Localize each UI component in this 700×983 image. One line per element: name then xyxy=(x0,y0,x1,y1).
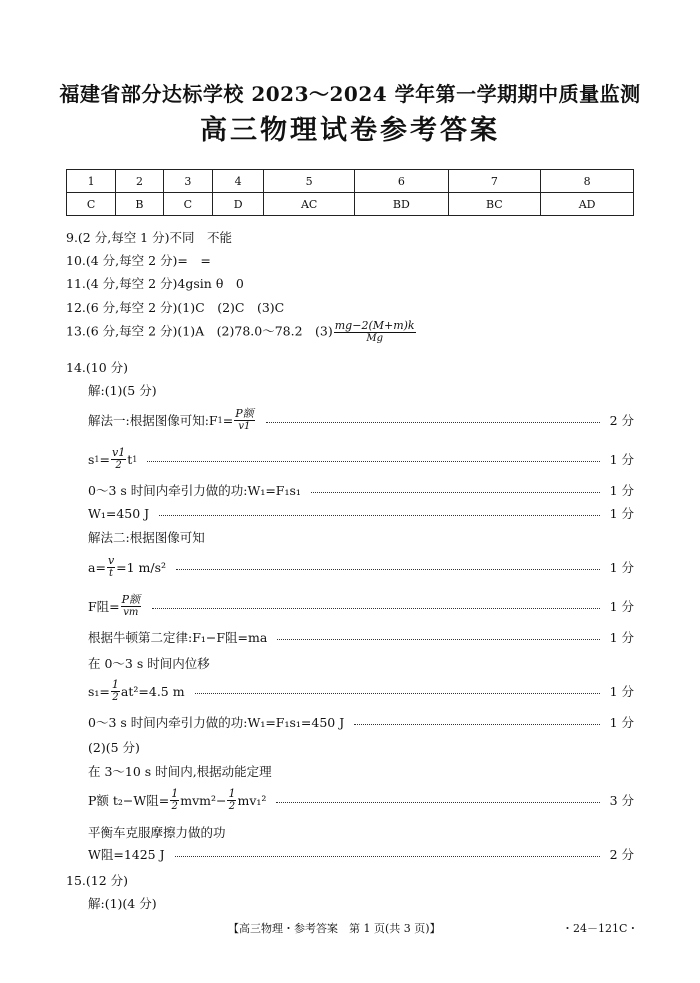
answer-cell: C xyxy=(67,193,116,216)
answer-cell: C xyxy=(163,193,212,216)
score: 1 分 xyxy=(609,630,634,645)
work-value: W₁=450 J xyxy=(88,505,150,521)
friction-denominator: vm xyxy=(123,607,139,618)
question-number: 6 xyxy=(355,170,449,193)
question-number: 4 xyxy=(212,170,263,193)
q14-w1-value-row xyxy=(88,502,634,524)
question-number: 7 xyxy=(448,170,541,193)
question-number: 2 xyxy=(116,170,164,193)
friction-work-value: W阻=1425 J xyxy=(88,847,165,862)
exam-title-line2: 高三物理试卷参考答案 xyxy=(200,115,500,146)
leader-dots xyxy=(176,569,600,570)
ke-denominator-1: 2 xyxy=(171,801,178,812)
q15-part1-heading: 解:(1)(4 分) xyxy=(88,896,157,911)
question-number: 1 xyxy=(67,170,116,193)
q14-w1-row xyxy=(88,479,634,501)
disp-fraction xyxy=(111,679,120,703)
footer-page-info: 【高三物理・参考答案 第 1 页(共 3 页)】 xyxy=(228,922,441,935)
footer-code: ・24－121C・ xyxy=(562,922,639,935)
q14-method1-row: 解法一:根据图像可知:F 1 = $\frac{\text{P额}}{v1}$ 2 分 xyxy=(88,407,634,432)
score: 1 分 xyxy=(609,560,634,575)
disp-prefix: s₁= xyxy=(88,683,110,699)
accel-prefix: a= xyxy=(88,559,106,575)
q14-friction-work-row xyxy=(88,843,634,865)
score: 3 分 xyxy=(609,793,634,808)
leader-dots xyxy=(354,724,599,725)
disp-numerator: 1 xyxy=(111,678,119,691)
answer-q10: 10.(4 分,每空 2 分)= = xyxy=(66,253,211,268)
score: 1 分 xyxy=(609,715,634,730)
answer-q11: 11.(4 分,每空 2 分)4gsin θ 0 xyxy=(66,276,244,291)
s1-denominator: 2 xyxy=(115,460,122,471)
leader-dots xyxy=(195,693,600,694)
score: 1 分 xyxy=(609,452,634,467)
ke-denominator-2: 2 xyxy=(228,801,236,812)
q14-s1-row: s 1 = $\frac{v1}{2}$ t 1 1 分 xyxy=(88,446,634,471)
ke-numerator-1: 1 xyxy=(171,787,179,800)
q13-prefix: 13.(6 分,每空 2 分)(1)A (2)78.0～78.2 (3) xyxy=(66,323,333,339)
ke-prefix: P额 t₂−W阻= xyxy=(88,793,170,808)
accel-numerator: v xyxy=(107,554,115,567)
score: 1 分 xyxy=(609,684,634,699)
answer-cell: AC xyxy=(264,193,355,216)
s1-tail: t xyxy=(127,451,133,467)
score: 1 分 xyxy=(609,506,634,521)
q14-part2-heading: (2)(5 分) xyxy=(88,740,140,755)
leader-dots xyxy=(147,461,599,462)
answer-q13 xyxy=(66,320,417,344)
score: 1 分 xyxy=(609,599,634,614)
answer-table xyxy=(66,169,634,216)
q14-part1-heading: 解:(1)(5 分) xyxy=(88,383,157,398)
accel-denominator: t xyxy=(109,568,114,579)
accel-tail: =1 m/s² xyxy=(116,559,167,575)
friction-fraction xyxy=(121,594,141,618)
leader-dots xyxy=(311,492,600,493)
answer-cell: BD xyxy=(355,193,449,216)
answer-table-answer-row xyxy=(67,193,634,216)
answer-cell: AD xyxy=(541,193,634,216)
q14-energy-row xyxy=(88,789,634,811)
answer-q12: 12.(6 分,每空 2 分)(1)C (2)C (3)C xyxy=(66,300,285,315)
q14-heading: 14.(10 分) xyxy=(66,360,129,375)
leader-dots xyxy=(175,856,600,857)
work-formula: 0～3 s 时间内牵引力做的功:W₁=F₁s₁ xyxy=(88,483,301,498)
newton-law: 根据牛顿第二定律:F₁−F阻=ma xyxy=(88,630,268,645)
m1-denominator: v1 xyxy=(238,421,251,432)
question-number: 8 xyxy=(541,170,634,193)
score: 1 分 xyxy=(609,483,634,498)
q14-displacement-row xyxy=(88,680,634,702)
leader-dots xyxy=(276,802,599,803)
energy-label: 在 3～10 s 时间内,根据动能定理 xyxy=(88,764,272,779)
exam-title-line1: 福建省部分达标学校 2023～2024 学年第一学期期中质量监测 xyxy=(59,82,641,106)
question-number: 5 xyxy=(264,170,355,193)
leader-dots xyxy=(277,639,599,640)
answer-cell: BC xyxy=(448,193,541,216)
leader-dots xyxy=(152,608,600,609)
m1-fraction xyxy=(234,408,254,432)
q13-numerator: mg−2(M+m)k xyxy=(334,319,415,332)
question-number: 3 xyxy=(163,170,212,193)
score: 2 分 xyxy=(609,847,634,862)
answer-cell: D xyxy=(212,193,263,216)
friction-numerator: P额 xyxy=(121,593,141,606)
disp-tail: at²=4.5 m xyxy=(120,683,185,699)
q14-w1b-row xyxy=(88,711,634,733)
score: 2 分 xyxy=(609,413,634,428)
m1-numerator: P额 xyxy=(235,407,254,420)
method1-label: 解法一:根据图像可知:F xyxy=(88,413,218,428)
disp-denominator: 2 xyxy=(112,692,119,703)
friction-prefix: F阻= xyxy=(88,599,120,614)
s1-numerator: v1 xyxy=(112,446,126,459)
q13-fraction xyxy=(334,320,416,344)
work-formula-2: 0～3 s 时间内牵引力做的功:W₁=F₁s₁=450 J xyxy=(88,715,345,730)
q15-heading: 15.(12 分) xyxy=(66,873,129,888)
accel-fraction xyxy=(107,555,115,579)
answer-q9: 9.(2 分,每空 1 分)不同 不能 xyxy=(66,230,232,245)
leader-dots xyxy=(266,422,600,423)
s1-symbol: s xyxy=(88,451,95,467)
ke-tail: mv₁² xyxy=(237,792,267,808)
ke-middle: mvm²− xyxy=(180,792,227,808)
method2-label: 解法二:根据图像可知 xyxy=(88,530,205,545)
friction-work-label: 平衡车克服摩擦力做的功 xyxy=(88,825,226,840)
q13-denominator: Mg xyxy=(366,333,383,344)
q14-newton-row xyxy=(88,626,634,648)
s1-fraction xyxy=(111,447,126,471)
ke-fraction-1 xyxy=(170,788,179,812)
ke-numerator-2: 1 xyxy=(228,787,236,800)
answer-cell: B xyxy=(116,193,164,216)
leader-dots xyxy=(159,515,599,516)
ke-fraction-2 xyxy=(227,788,236,812)
answer-table-number-row xyxy=(67,170,634,193)
q14-accel-row xyxy=(88,556,634,578)
displacement-label: 在 0～3 s 时间内位移 xyxy=(88,656,210,671)
q14-friction-row xyxy=(88,595,634,617)
